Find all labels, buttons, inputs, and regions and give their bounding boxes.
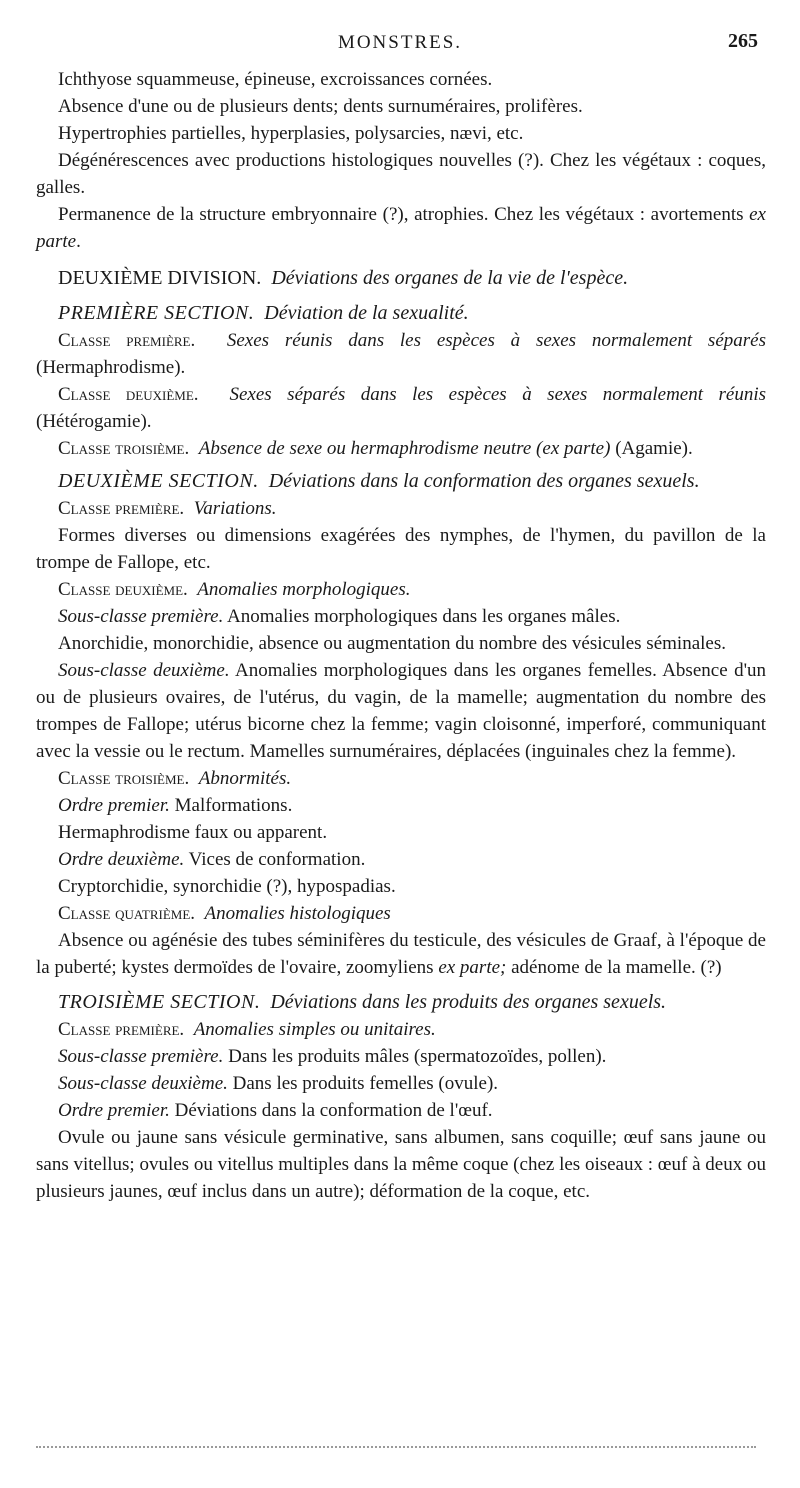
section-label: PREMIÈRE SECTION. — [58, 302, 255, 324]
order-entry — [36, 846, 766, 873]
subclass-label: Sous-classe première. — [58, 1046, 224, 1067]
class-label: Classe quatrième. — [58, 903, 196, 924]
section-label: TROISIÈME SECTION. — [58, 991, 261, 1013]
footer-rule — [36, 1446, 756, 1448]
subclass-text: Dans les produits mâles (spermatozoïdes, pollen). — [223, 1046, 607, 1067]
paragraph-text: Absence ou agénésie des tubes séminifères du testicule, des vésicules de Graaf, à l'époque de la puberté; kystes dermoïdes de l'ovaire, zoomyliens — [36, 930, 766, 978]
class-entry — [36, 381, 766, 435]
subclass-label: Sous-classe deuxième. — [58, 1073, 228, 1094]
section-heading — [36, 989, 766, 1016]
class-paren: (Hétérogamie). — [36, 411, 152, 432]
class-label: Classe troisième. — [58, 768, 190, 789]
order-label: Ordre premier. — [58, 1100, 170, 1121]
class-label: Classe deuxième. — [58, 579, 188, 600]
class-entry — [36, 327, 766, 381]
class-label: Classe deuxième. — [58, 384, 199, 405]
class-title: Absence de sexe ou hermaphrodisme neutre (ex parte) — [198, 438, 611, 459]
page-body — [36, 66, 766, 1205]
page-number: 265 — [728, 30, 758, 52]
class-title: Variations. — [193, 498, 277, 519]
class-entry — [36, 1016, 766, 1043]
page-header — [0, 30, 800, 58]
paragraph-text: Permanence de la structure embryonnaire (?), atrophies. Chez les végétaux : avortements — [58, 204, 750, 225]
section-label: DEUXIÈME SECTION. — [58, 470, 259, 492]
subclass-entry — [36, 1043, 766, 1070]
subclass-label: Sous-classe deuxième. — [58, 660, 230, 681]
order-text: Malformations. — [169, 795, 293, 816]
subclass-entry — [36, 1070, 766, 1097]
paragraph-text: . — [76, 231, 81, 252]
order-entry — [36, 792, 766, 819]
paragraph: Ichthyose squammeuse, épineuse, excroissances cornées. — [58, 69, 493, 90]
italic-text: ex parte; — [438, 957, 507, 978]
class-label: Classe première. — [58, 330, 196, 351]
division-heading — [36, 265, 766, 292]
class-title: Sexes réunis dans les espèces à sexes normalement séparés — [226, 330, 766, 351]
class-title: Abnormités. — [198, 768, 292, 789]
subclass-text: Anomalies morphologiques dans les organes femelles. Absence d'un ou de plusieurs ovaires, de l'utérus, du vagin, de la mamelle; augmentation du nombre des trompes de Fallope; utérus bicorne chez la femme; vagin cloisonné, imperforé, communiquant avec la vessie ou le rectum. Mamelles surnuméraires, déplacées (inguinales chez la femme). — [36, 660, 766, 762]
italic-text: ex parte — [36, 204, 766, 252]
order-label: Ordre premier. — [58, 795, 170, 816]
section-title: Déviations dans la conformation des organes sexuels. — [268, 470, 700, 492]
order-text: Déviations dans la conformation de l'œuf. — [169, 1100, 493, 1121]
paragraph — [36, 201, 766, 255]
section-title: Déviations dans les produits des organes sexuels. — [270, 991, 667, 1013]
class-paren: (Hermaphrodisme). — [36, 357, 186, 378]
division-title: Déviations des organes de la vie de l'espèce. — [271, 267, 629, 289]
section-title: Déviation de la sexualité. — [264, 302, 469, 324]
paragraph: Ovule ou jaune sans vésicule germinative, sans albumen, sans coquille; œuf sans jaune ou sans vitellus; ovules ou vitellus multiples dans la même coque (chez les oiseaux : œuf à deux ou plusieurs jaunes, œuf inclus dans un autre); déformation de la coque, etc. — [36, 1127, 766, 1202]
class-entry — [36, 576, 766, 603]
class-paren: (Agamie). — [610, 438, 693, 459]
paragraph: Dégénérescences avec productions histologiques nouvelles (?). Chez les végétaux : coques, galles. — [36, 150, 766, 198]
class-label: Classe troisième. — [58, 438, 190, 459]
section-heading — [36, 468, 766, 495]
paragraph: Formes diverses ou dimensions exagérées des nymphes, de l'hymen, du pavillon de la trompe de Fallope, etc. — [36, 525, 766, 573]
class-title: Sexes séparés dans les espèces à sexes normalement réunis — [229, 384, 766, 405]
paragraph: Hypertrophies partielles, hyperplasies, polysarcies, nævi, etc. — [58, 123, 524, 144]
class-entry — [36, 765, 766, 792]
subclass-text: Anomalies morphologiques dans les organes mâles. — [223, 606, 621, 627]
paragraph: Anorchidie, monorchidie, absence ou augmentation du nombre des vésicules séminales. — [58, 633, 726, 654]
subclass-label: Sous-classe première. — [58, 606, 224, 627]
paragraph: Cryptorchidie, synorchidie (?), hypospadias. — [58, 876, 396, 897]
subclass-text: Dans les produits femelles (ovule). — [227, 1073, 499, 1094]
class-label: Classe première. — [58, 1019, 185, 1040]
class-label: Classe première. — [58, 498, 185, 519]
class-entry — [36, 900, 766, 927]
order-entry — [36, 1097, 766, 1124]
class-entry — [36, 435, 766, 462]
division-label: DEUXIÈME DIVISION. — [58, 267, 262, 289]
order-text: Vices de conformation. — [184, 849, 366, 870]
class-title: Anomalies simples ou unitaires. — [193, 1019, 436, 1040]
paragraph-text: adénome de la mamelle. (?) — [506, 957, 722, 978]
paragraph: Hermaphrodisme faux ou apparent. — [58, 822, 328, 843]
running-title: MONSTRES. — [337, 32, 463, 53]
paragraph — [36, 927, 766, 981]
class-title: Anomalies histologiques — [204, 903, 391, 924]
class-entry — [36, 495, 766, 522]
order-label: Ordre deuxième. — [58, 849, 185, 870]
section-heading — [36, 300, 766, 327]
subclass-entry — [36, 657, 766, 765]
class-title: Anomalies morphologiques. — [197, 579, 411, 600]
paragraph: Absence d'une ou de plusieurs dents; dents surnuméraires, prolifères. — [58, 96, 583, 117]
subclass-entry — [36, 603, 766, 630]
